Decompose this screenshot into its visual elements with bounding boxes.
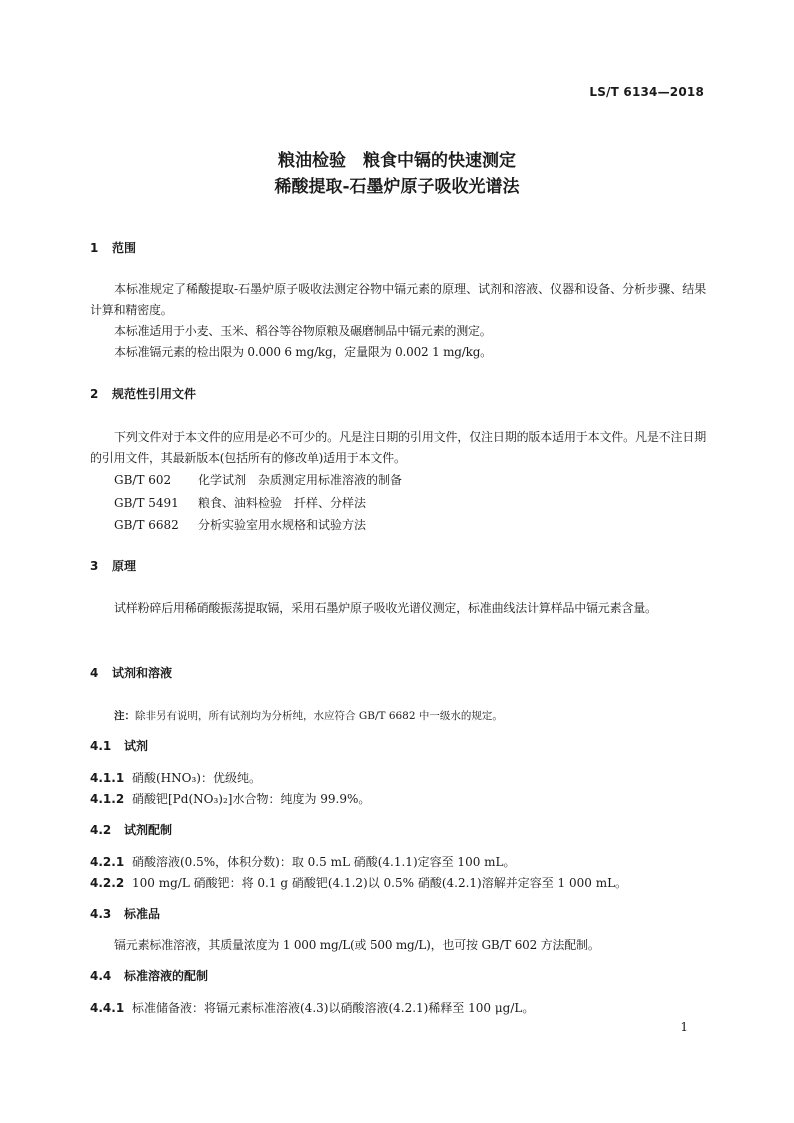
clause-number: 4.4.1 [90, 1001, 125, 1015]
document-title-line2: 稀酸提取-石墨炉原子吸收光谱法 [274, 177, 520, 197]
reference-title: 分析实验室用水规格和试验方法 [198, 518, 367, 532]
subsection-4-4-heading [90, 968, 208, 984]
subsection-4-1-heading [90, 738, 148, 754]
standard-code: LS/T 6134—2018 [589, 85, 704, 99]
clause-text: 硝酸(HNO₃)：优级纯。 [132, 771, 261, 785]
subsection-4-3-heading [90, 906, 160, 922]
clause-4-4-1 [90, 998, 534, 1018]
subsection-number: 4.4 [90, 969, 112, 983]
subsection-number: 4.2 [90, 823, 112, 837]
section-3-paragraph-1: 试样粉碎后用稀硝酸振荡提取镉，采用石墨炉原子吸收光谱仪测定，标准曲线法计算样品中镉元素含量。 [114, 601, 657, 615]
subsection-title: 标准品 [124, 907, 161, 921]
subsection-number: 4.3 [90, 907, 112, 921]
section-number: 1 [90, 241, 99, 255]
clause-4-1-2 [90, 789, 370, 809]
section-4-heading [90, 665, 172, 681]
section-1-paragraph-1: 本标准规定了稀酸提取-石墨炉原子吸收法测定谷物中镉元素的原理、试剂和溶液、仪器和设备、分析步骤、结果计算和精密度。 [90, 282, 706, 317]
page-number: 1 [680, 1020, 688, 1034]
note-label: 注： [114, 710, 135, 722]
clause-4-1-1 [90, 768, 261, 788]
note-text: 除非另有说明，所有试剂均为分析纯，水应符合 GB/T 6682 中一级水的规定。 [135, 710, 503, 722]
section-2-paragraph-1: 下列文件对于本文件的应用是必不可少的。凡是注日期的引用文件，仅注日期的版本适用于本文件。凡是不注日期的引用文件，其最新版本(包括所有的修改单)适用于本文件。 [90, 430, 706, 465]
clause-text: 标准储备液：将镉元素标准溶液(4.3)以硝酸溶液(4.2.1)稀释至 100 μg/L。 [132, 1001, 535, 1015]
reference-code: GB/T 5491 [114, 496, 179, 510]
reference-code: GB/T 6682 [114, 518, 179, 532]
section-number: 2 [90, 387, 99, 401]
clause-text: 硝酸钯[Pd(NO₃)₂]水合物：纯度为 99.9%。 [132, 792, 371, 806]
reference-code: GB/T 602 [114, 473, 172, 487]
reference-item [114, 515, 366, 535]
reference-item [114, 470, 402, 490]
section-1-paragraph-2: 本标准适用于小麦、玉米、稻谷等谷物原粮及碾磨制品中镉元素的测定。 [114, 324, 492, 338]
clause-number: 4.2.1 [90, 855, 125, 869]
section-title: 范围 [112, 241, 137, 255]
subsection-title: 试剂 [124, 739, 149, 753]
clause-text: 100 mg/L 硝酸钯：将 0.1 g 硝酸钯(4.1.2)以 0.5% 硝酸(4.2.1)溶解并定容至 1 000 mL。 [132, 876, 628, 890]
section-2-heading [90, 386, 196, 402]
section-4-note [114, 708, 503, 724]
subsection-4-3-paragraph: 镉元素标准溶液，其质量浓度为 1 000 mg/L(或 500 mg/L)，也可按 GB/T 602 方法配制。 [114, 938, 600, 952]
clause-number: 4.1.1 [90, 771, 125, 785]
section-number: 3 [90, 559, 99, 573]
document-title-line1: 粮油检验 粮食中镉的快速测定 [278, 151, 516, 171]
section-title: 规范性引用文件 [112, 387, 197, 401]
reference-item [114, 493, 366, 513]
section-title: 原理 [112, 559, 137, 573]
reference-title: 粮食、油料检验 扦样、分样法 [198, 496, 367, 510]
clause-number: 4.2.2 [90, 876, 125, 890]
clause-number: 4.1.2 [90, 792, 125, 806]
clause-4-2-2 [90, 873, 627, 893]
subsection-title: 标准溶液的配制 [124, 969, 209, 983]
clause-4-2-1 [90, 852, 516, 872]
subsection-title: 试剂配制 [124, 823, 173, 837]
subsection-4-2-heading [90, 822, 172, 838]
reference-title: 化学试剂 杂质测定用标准溶液的制备 [198, 473, 403, 487]
section-title: 试剂和溶液 [112, 666, 173, 680]
section-3-heading [90, 558, 136, 574]
section-number: 4 [90, 666, 99, 680]
section-1-paragraph-3: 本标准镉元素的检出限为 0.000 6 mg/kg，定量限为 0.002 1 mg/kg。 [114, 345, 492, 359]
section-1-heading [90, 240, 136, 256]
clause-text: 硝酸溶液(0.5%，体积分数)：取 0.5 mL 硝酸(4.1.1)定容至 100 mL。 [132, 855, 516, 869]
subsection-number: 4.1 [90, 739, 112, 753]
